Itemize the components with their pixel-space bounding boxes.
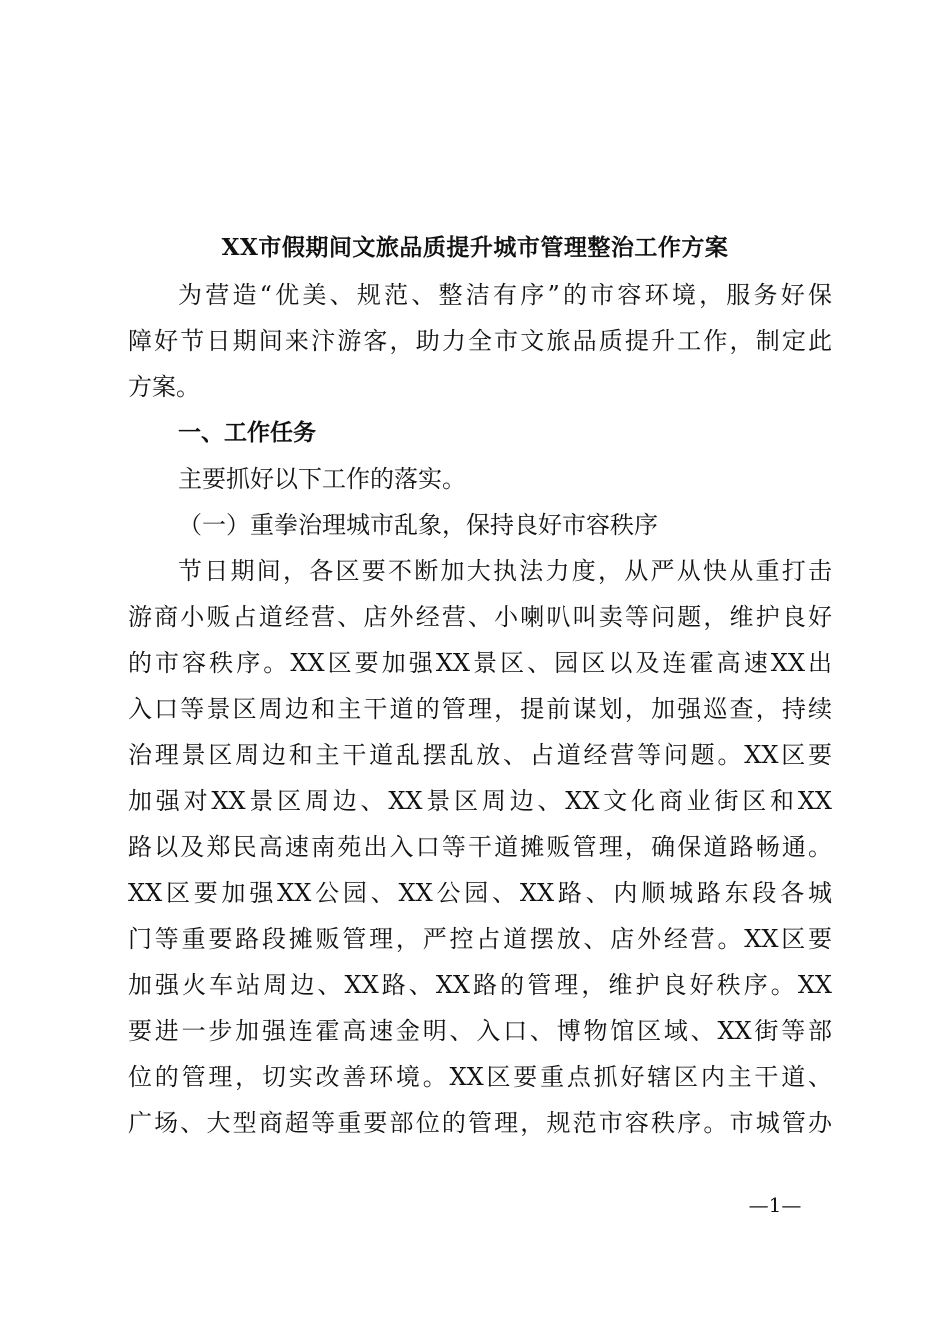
intro-line-1: 为营造“优美、规范、整洁有序”的市容环境，服务好保 (178, 281, 832, 309)
body-line: 门等重要路段摊贩管理，严控占道摆放、店外经营。XX区要 (128, 925, 832, 953)
page-number: —1— (748, 1193, 802, 1217)
body-line: 广场、大型商超等重要部位的管理，规范市容秩序。市城管办 (128, 1109, 832, 1137)
section-heading-work-tasks: 一、工作任务 (178, 420, 316, 446)
body-line: XX区要加强XX公园、XX公园、XX路、内顺城路东段各城 (128, 879, 832, 907)
body-line: 游商小贩占道经营、店外经营、小喇叭叫卖等问题，维护良好 (128, 603, 832, 631)
subsection-heading-1: （一）重拳治理城市乱象，保持良好市容秩序 (178, 511, 658, 539)
body-line: 治理景区周边和主干道乱摆乱放、占道经营等问题。XX区要 (128, 741, 832, 769)
intro-line-2: 障好节日期间来汴游客，助力全市文旅品质提升工作，制定此 (128, 327, 832, 355)
body-line: 加强对XX景区周边、XX景区周边、XX文化商业街区和XX (128, 787, 832, 815)
body-line: 加强火车站周边、XX路、XX路的管理，维护良好秩序。XX (128, 971, 832, 999)
body-line: 要进一步加强连霍高速金明、入口、博物馆区域、XX街等部 (128, 1017, 832, 1045)
body-line: 入口等景区周边和主干道的管理，提前谋划，加强巡查，持续 (128, 695, 832, 723)
body-line: 节日期间，各区要不断加大执法力度，从严从快从重打击 (178, 557, 832, 585)
section-lead-text: 主要抓好以下工作的落实。 (178, 465, 466, 493)
body-line: 路以及郑民高速南苑出入口等干道摊贩管理，确保道路畅通。 (128, 833, 832, 861)
body-line: 的市容秩序。XX区要加强XX景区、园区以及连霍高速XX出 (128, 649, 832, 677)
intro-line-3: 方案。 (128, 373, 200, 401)
body-line: 位的管理，切实改善环境。XX区要重点抓好辖区内主干道、 (128, 1063, 832, 1091)
document-title: XX市假期间文旅品质提升城市管理整治工作方案 (221, 234, 729, 261)
